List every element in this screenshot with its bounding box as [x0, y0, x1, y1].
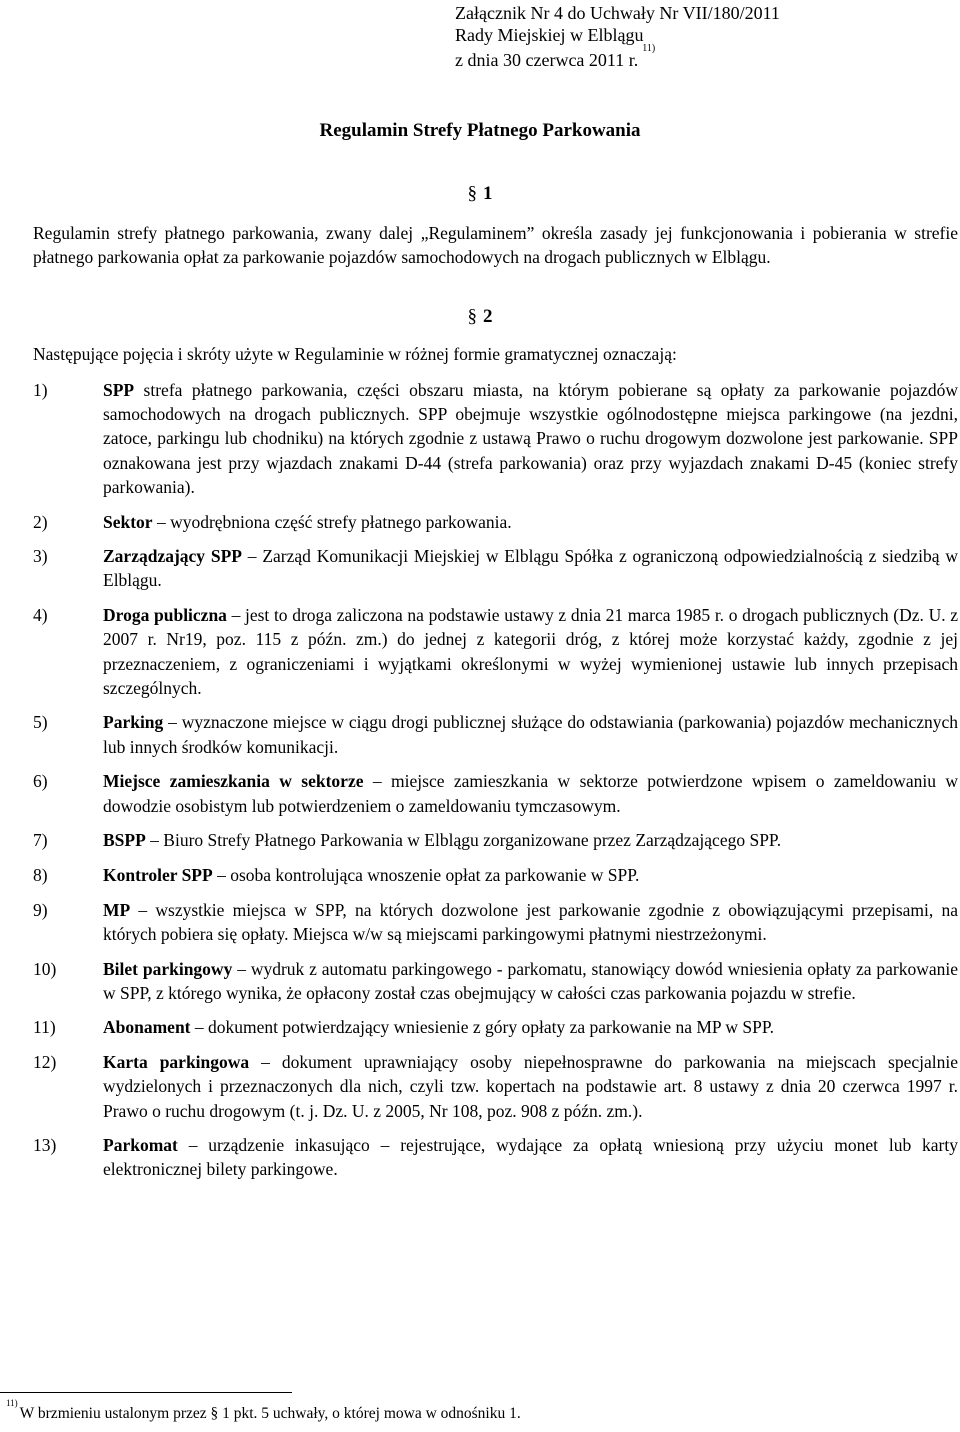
- item-term: Kontroler SPP: [103, 864, 213, 885]
- definition-item: [33, 828, 958, 852]
- item-definition: – miejsce zamieszkania w sektorze potwierdzone wpisem o zameldowaniu w dowodzie osobistym lub potwierdzeniem o zameldowaniu tymczasowym.: [103, 771, 958, 816]
- header-footnote-ref: 11): [642, 43, 656, 54]
- item-number: 12): [33, 1052, 57, 1073]
- item-definition: – wyznaczone miejsce w ciągu drogi publicznej służące do odstawiania (parkowania) pojazdów mechanicznych lub innych środków komunikacji.: [103, 712, 958, 757]
- header-line-3: [455, 43, 780, 71]
- item-term: BSPP: [103, 830, 146, 851]
- item-term: Bilet parkingowy: [103, 958, 233, 979]
- item-term: Abonament: [103, 1017, 191, 1038]
- header-date: z dnia 30 czerwca 2011 r.: [455, 50, 639, 70]
- item-number: 3): [33, 546, 48, 567]
- item-term: MP: [103, 899, 131, 920]
- item-number: 11): [33, 1017, 56, 1038]
- item-definition: – jest to droga zaliczona na podstawie ustawy z dnia 21 marca 1985 r. o drogach publicznych (Dz. U. z 2007 r. Nr19, poz. 115 z późn. zm.) do jednej z kategorii dróg, z której może korzystać każdy, zgodnie z jej przeznaczeniem, z ograniczeniami i wyjątkami określonymi w wyżej wymienionej ustawie lub innych przepisach szczególnych.: [103, 605, 958, 698]
- attachment-header: [455, 2, 780, 71]
- section-number: 2: [483, 306, 493, 327]
- item-term: Zarządzający SPP: [103, 546, 242, 567]
- item-definition: – urządzenie inkasująco – rejestrujące, wydające za opłatą wniesioną przy użyciu monet lub karty elektronicznej bilety parkingowe.: [103, 1135, 958, 1180]
- item-definition: – wydruk z automatu parkingowego - parkomatu, stanowiący dowód wniesienia opłaty za parkowanie w SPP, z którego wynika, że opłacony został czas obejmujący w całości czas parkowania pojazdu w strefie.: [103, 958, 958, 1003]
- section-symbol: §: [467, 306, 477, 327]
- item-definition: – dokument potwierdzający wniesienie z góry opłaty za parkowanie na MP w SPP.: [190, 1017, 775, 1038]
- item-number: 2): [33, 511, 48, 532]
- item-number: 6): [33, 771, 48, 792]
- definition-item: [33, 603, 958, 700]
- item-term: Sektor: [103, 511, 153, 532]
- header-line-2: Rady Miejskiej w Elblągu: [455, 25, 644, 45]
- item-definition: – Biuro Strefy Płatnego Parkowania w Elblągu zorganizowane przez Zarządzającego SPP.: [145, 830, 782, 851]
- item-number: 7): [33, 830, 48, 851]
- definition-item: [33, 378, 958, 499]
- footnote-ref: 11): [6, 1398, 18, 1408]
- item-definition: – wyodrębniona część strefy płatnego parkowania.: [152, 511, 512, 532]
- definition-item: [33, 1015, 958, 1039]
- definition-item: [33, 769, 958, 817]
- item-number: 9): [33, 899, 48, 920]
- section-2-intro: Następujące pojęcia i skróty użyte w Regulaminie w różnej formie gramatycznej oznaczają:: [33, 344, 677, 364]
- definition-item: [33, 1050, 958, 1123]
- definition-item: [33, 957, 958, 1005]
- item-number: 13): [33, 1135, 57, 1156]
- section-1-text: Regulamin strefy płatnego parkowania, zwany dalej „Regulaminem” określa zasady jej funkcjonowania i pobierania w strefie płatnego parkowania opłat za parkowanie pojazdów samochodowych na drogach publicznych w Elblągu.: [33, 223, 958, 267]
- section-2-heading: [0, 306, 960, 328]
- definition-item: [33, 863, 958, 887]
- item-number: 5): [33, 712, 48, 733]
- item-term: Parking: [103, 712, 164, 733]
- item-number: 10): [33, 958, 57, 979]
- item-term: Parkomat: [103, 1135, 178, 1156]
- item-definition: – wszystkie miejsca w SPP, na których dozwolone jest parkowanie zgodnie z obowiązującymi przepisami, na których pobiera się opłaty. Miejsca w/w są miejscami parkingowymi płatnymi niestrzeżonymi.: [103, 899, 958, 944]
- item-definition: – dokument uprawniający osoby niepełnosprawne do parkowania na miejscach specjalnie wydzielonych i przeznaczonych dla nich, czyli tzw. kopertach na podstawie art. 8 ustawy z dnia 20 czerwca 1997 r. Prawo o ruchu drogowym (t. j. Dz. U. z 2005, Nr 108, poz. 908 z późn. zm.).: [103, 1052, 958, 1121]
- definitions-list: [33, 378, 958, 1192]
- item-definition: strefa płatnego parkowania, części obszaru miasta, na którym pobierane są opłaty za parkowanie pojazdów samochodowych na drogach publicznych. SPP obejmuje wszystkie ogólnodostępne miejsca parkingowe (na jezdni, zatoce, parkingu lub chodniku) na których zgodnie z ustawą Prawo o ruchu drogowym dozwolone jest parkowanie. SPP oznakowana jest przy wjazdach znakami D-44 (strefa parkowania) oraz przy wyjazdach znakami D-45 (koniec strefy parkowania).: [103, 380, 958, 497]
- item-number: 1): [33, 380, 48, 400]
- item-term: Miejsce zamieszkania w sektorze: [103, 771, 364, 792]
- item-term: SPP: [103, 380, 135, 400]
- document-title: Regulamin Strefy Płatnego Parkowania: [319, 120, 641, 141]
- definition-item: [33, 1133, 958, 1181]
- item-number: 8): [33, 864, 48, 885]
- definition-item: [33, 510, 958, 534]
- footnote-text: W brzmieniu ustalonym przez § 1 pkt. 5 uchwały, o której mowa w odnośniku 1.: [19, 1405, 521, 1423]
- section-number: 1: [483, 183, 493, 204]
- definition-item: [33, 710, 958, 758]
- header-line-1: Załącznik Nr 4 do Uchwały Nr VII/180/2011: [455, 3, 780, 23]
- item-term: Droga publiczna: [103, 605, 227, 626]
- section-symbol: §: [467, 183, 477, 204]
- footnote: [6, 1398, 521, 1423]
- section-1-heading: [0, 183, 960, 205]
- item-term: Karta parkingowa: [103, 1052, 250, 1073]
- definition-item: [33, 898, 958, 946]
- item-number: 4): [33, 605, 48, 626]
- definition-item: [33, 544, 958, 592]
- footnote-separator: [0, 1392, 292, 1393]
- item-definition: – Zarząd Komunikacji Miejskiej w Elblągu Spółka z ograniczoną odpowiedzialnością z siedzibą w Elblągu.: [103, 546, 958, 591]
- item-definition: – osoba kontrolująca wnoszenie opłat za parkowanie w SPP.: [212, 864, 640, 885]
